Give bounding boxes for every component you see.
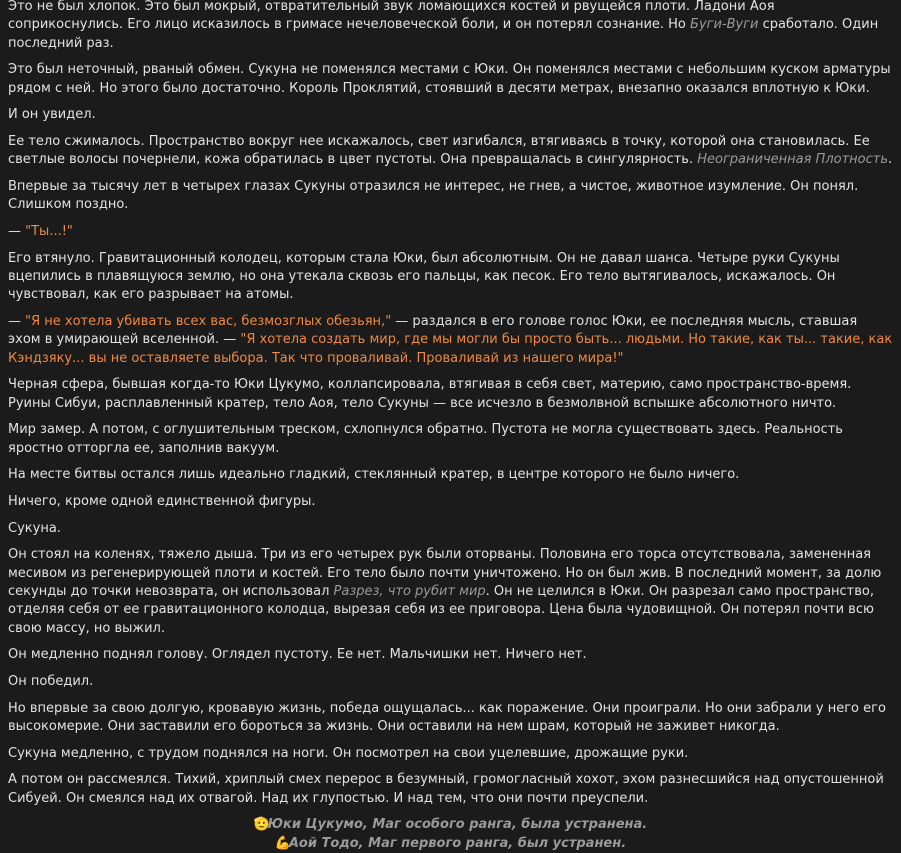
- narration-text: Но впервые за свою долгую, кровавую жизнь, победа ощущалась... как поражение. Они проиграли. Но они забрали у него его высокомерие. Они заставили его бороться за жизнь. Они оставили на нем шрам, который не заживет никогда.: [8, 700, 886, 734]
- narration-text: Сукуна медленно, с трудом поднялся на ноги. Он посмотрел на свои уцелевшие, дрожащие руки.: [8, 745, 689, 761]
- story-paragraph: [8, 376, 893, 413]
- narration-text: На месте битвы остался лишь идеально гладкий, стеклянный кратер, в центре которого не было ничего.: [8, 467, 740, 483]
- story-paragraph: [8, 771, 893, 808]
- story-paragraph: [8, 745, 893, 763]
- story-paragraph: [8, 250, 893, 305]
- elimination-notice: [0, 835, 901, 853]
- dialogue-text: "Ты...!": [25, 224, 73, 239]
- narration-text: — раздался в его голове голос Юки, ее последняя мысль, ставшая эхом в умирающей вселенной. —: [8, 314, 858, 348]
- story-paragraph: [8, 520, 893, 538]
- narration-text: Ничего, кроме одной единственной фигуры.: [8, 494, 316, 509]
- dialogue-text: "Я не хотела убивать всех вас, безмозглых обезьян,": [25, 314, 392, 329]
- narration-text: Он медленно поднял голову. Оглядел пустоту. Ее нет. Мальчишки нет. Ничего нет.: [8, 647, 587, 663]
- elimination-notice: [0, 816, 901, 834]
- story-paragraph: [8, 493, 893, 511]
- elimination-text: Аой Тодо, Маг первого ранга, был устранен.: [288, 835, 627, 851]
- technique-name: Буги-Вуги: [690, 17, 759, 33]
- narration-text: Впервые за тысячу лет в четырех глазах Сукуны отразился не интерес, не гнев, а чистое, животное изумление. Он понял. Слишком поздно.: [8, 179, 859, 213]
- elimination-text: Юки Цукумо, Маг особого ранга, была устранена.: [267, 817, 648, 833]
- narration-text: Сукуна.: [8, 520, 61, 536]
- dialogue-text: "Я хотела создать мир, где мы могли бы просто быть... людьми. Но такие, как ты... такие, как Кэндзяку... вы не оставляете выбора. Так что проваливай. Проваливай из нашего мира!": [8, 332, 893, 366]
- story-paragraph: [8, 133, 893, 170]
- technique-name: Неограниченная Плотность: [697, 152, 888, 168]
- story-paragraph: [8, 466, 893, 484]
- narration-text: —: [8, 314, 26, 329]
- story-paragraph: [8, 421, 893, 458]
- narration-text: А потом он рассмеялся. Тихий, хриплый смех перерос в безумный, громогласный хохот, эхом разнесшийся над опустошенной Сибуей. Он смеялся над их отвагой. Над их глупостью. И над тем, что они почти преуспели.: [8, 772, 884, 806]
- story-paragraph: [8, 673, 893, 691]
- status-lines: [0, 816, 901, 853]
- narration-text: Мир замер. А потом, с оглушительным треском, схлопнулся обратно. Пустота не могла существовать здесь. Реальность яростно отторгла ее, заполнив вакуум.: [8, 422, 843, 456]
- story-paragraph: [8, 178, 893, 215]
- technique-name: Разрез, что рубит мир: [333, 584, 486, 599]
- story-paragraph: [8, 700, 893, 737]
- narration-text: Он стоял на коленях, тяжело дыша. Три из его четырех рук были оторваны. Половина его торса отсутствовала, замененная месивом из регенерирующей плоти и костей. Его тело было почти уничтожено. Но он был жив. В последний момент, за долю секунды до точки невозврата, он использовал: [8, 547, 882, 599]
- narration-text: сработало. Один последний раз.: [8, 17, 879, 51]
- narration-text: Это не был хлопок. Это был мокрый, отвратительный звук ломающихся костей и рвущейся плоти. Ладони Аоя соприкоснулись. Его лицо исказилось в гримасе нечеловеческой боли, и он потерял сознание. Но: [8, 0, 775, 33]
- story-paragraph: [8, 61, 893, 98]
- story-paragraph: [8, 646, 893, 664]
- narration-text: Ее тело сжималось. Пространство вокруг нее искажалось, свет изгибался, втягиваясь в точку, которой она становилась. Ее светлые волосы почернели, кожа обратилась в цвет пустоты. Она превращалась в сингулярность.: [8, 134, 870, 168]
- narration-text: Его втянуло. Гравитационный колодец, которым стала Юки, был абсолютным. Он не давал шанса. Четыре руки Сукуны вцепились в плавящуюся землю, но она утекала сквозь его пальцы, как песок. Его тело вытягивалось, искажалось. Он чувствовал, как его разрывает на атомы.: [8, 250, 840, 303]
- narration-text: Он победил.: [8, 674, 94, 689]
- narration-text: Черная сфера, бывшая когда-то Юки Цукумо, коллапсировала, втягивая в себя свет, материю, само пространство-время. Руины Сибуи, расплавленный кратер, тело Аоя, тело Сукуны — все исчезло в безмолвной вспышке абсолютного ничто.: [8, 377, 852, 411]
- narration-text: .: [888, 152, 893, 168]
- story-paragraph: [8, 223, 893, 241]
- story-paragraph: [8, 106, 893, 124]
- salute-emoji-icon: 🫡: [253, 817, 270, 833]
- flexed-biceps-emoji-icon: 💪: [274, 835, 292, 851]
- story-paragraph: [8, 546, 893, 638]
- story-paragraph: [8, 0, 893, 53]
- narration-text: . Он не целился в Юки. Он разрезал само пространство, отделяя себя от ее гравитационного колодца, вырезая себя из ее приговора. Цена была чудовищной. Он потерял почти всю свою массу, но выжил.: [8, 584, 875, 636]
- narration-text: И он увидел.: [8, 107, 96, 123]
- story-paragraph: [8, 313, 893, 368]
- narration-text: —: [8, 224, 26, 239]
- narration-text: Это был неточный, рваный обмен. Сукуна не поменялся местами с Юки. Он поменялся местами с небольшим куском арматуры рядом с ней. Но этого было достаточно. Король Проклятий, стоявший в десяти метрах, внезапно оказался вплотную к Юки.: [8, 62, 891, 96]
